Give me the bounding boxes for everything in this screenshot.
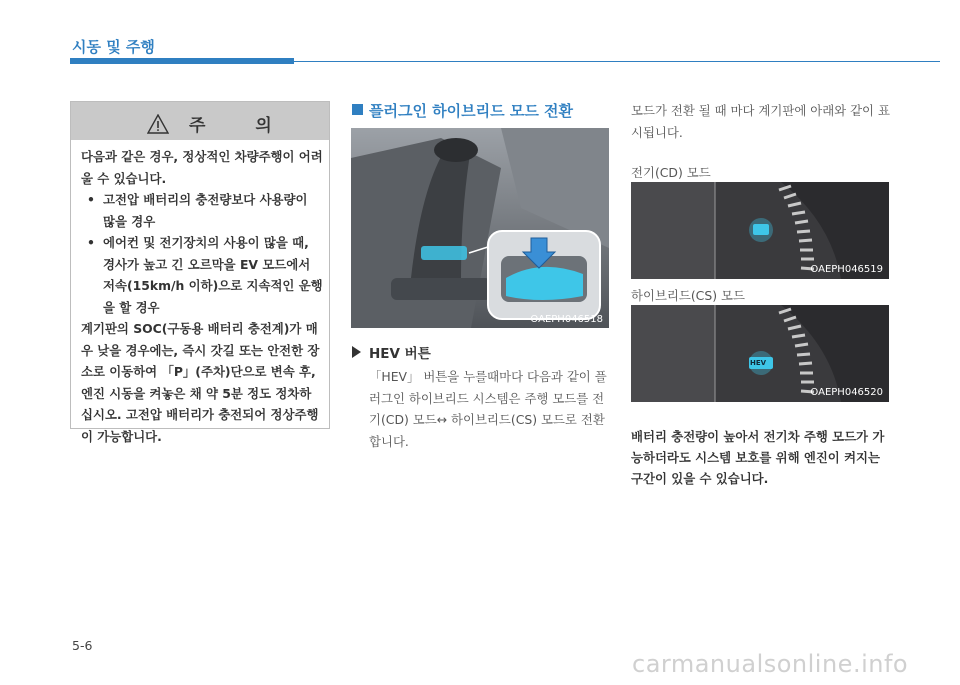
- caution-bullet: • 고전압 배터리의 충전량보다 사용량이 많을 경우: [87, 189, 323, 232]
- warning-triangle-icon: [147, 114, 169, 134]
- hev-indicator-text: HEV: [750, 359, 767, 367]
- mode-switch-title: [352, 100, 573, 121]
- page-number: 5-6: [72, 638, 93, 653]
- caution-title: 주 의: [189, 116, 294, 136]
- cs-caption: OAEPH046520: [810, 387, 883, 398]
- cd-caption: OAEPH046519: [810, 264, 883, 275]
- photo-caption: OAEPH046518: [530, 314, 603, 325]
- console-photo: [351, 128, 609, 328]
- caution-paragraph: 계기판의 SOC(구동용 배터리 충전계)가 매우 낮을 경우에는, 즉시 갓길 또는 안전한 장소로 이동하여 「P」(주차)단으로 변속 후, 엔진 시동을 켜놓은 채 약 5분 정도 정차하십시오. 고전압 배터리가 충전되어 정상주행이 가능합니다.: [81, 321, 320, 444]
- hev-heading-text: HEV 버튼: [369, 346, 431, 362]
- caution-bullets: [81, 189, 323, 318]
- mode-switch-title-text: 플러그인 하이브리드 모드 전환: [369, 102, 574, 120]
- engine-note: 배터리 충전량이 높아서 전기차 주행 모드가 가능하더라도 시스템 보호를 위해 엔진이 켜지는 구간이 있을 수 있습니다.: [631, 429, 885, 486]
- gear-console-illustration: [351, 128, 609, 328]
- caution-body: [81, 146, 323, 447]
- caution-box: [70, 101, 330, 444]
- display-intro: 모드가 전환 될 때 마다 계기판에 아래와 같이 표시됩니다.: [631, 103, 890, 140]
- caution-bullet: • 에어컨 및 전기장치의 사용이 많을 때, 경사가 높고 긴 오르막을 EV 모드에서 저속(15km/h 이하)으로 지속적인 운행을 할 경우: [87, 232, 323, 318]
- watermark: carmanualsonline.info: [632, 650, 909, 678]
- cs-mode-cluster-image: [631, 305, 889, 402]
- cd-mode-label: 전기(CD) 모드: [631, 165, 711, 180]
- hev-button-description: 「HEV」 버튼을 누를때마다 다음과 같이 플러그인 하이브리드 시스템은 주행 모드를 전기(CD) 모드↔ 하이브리드(CS) 모드로 전환합니다.: [369, 369, 607, 449]
- header-rule-thin: [294, 61, 940, 62]
- section-title: 시동 및 주행: [72, 38, 155, 56]
- hev-button-heading: [352, 342, 431, 362]
- triangle-bullet-icon: [352, 346, 361, 358]
- caution-header: [71, 102, 329, 140]
- square-bullet-icon: [352, 104, 363, 115]
- caution-intro: 다음과 같은 경우, 정상적인 차량주행이 어려울 수 있습니다.: [81, 149, 323, 186]
- header-rule-thick: [70, 58, 294, 64]
- cs-mode-label: 하이브리드(CS) 모드: [631, 288, 745, 303]
- cd-mode-cluster-image: [631, 182, 889, 279]
